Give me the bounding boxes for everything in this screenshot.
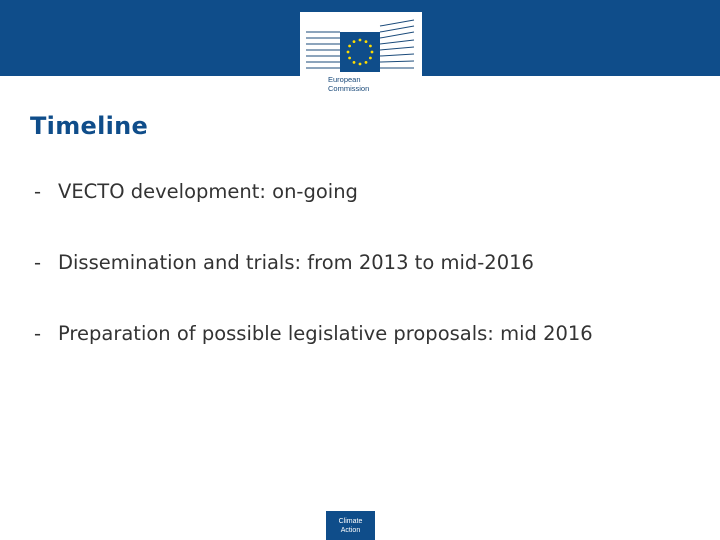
logo-wordmark: [328, 76, 369, 93]
bullet-dash: -: [34, 180, 42, 203]
badge-line-2: Action: [340, 526, 361, 534]
badge-line-1: Climate: [338, 517, 363, 525]
logo-line-2: Commission: [328, 83, 370, 93]
bullet-item-preparation: [34, 320, 694, 347]
bullet-list: [34, 178, 694, 347]
bullet-text: VECTO development: on-going: [58, 180, 358, 203]
european-commission-logo: [300, 12, 422, 102]
slide-title: Timeline: [30, 112, 149, 140]
climate-action-badge: [326, 511, 375, 540]
bullet-item-dissemination: [34, 249, 694, 276]
bullet-dash: -: [34, 251, 42, 274]
logo-line-1: European: [328, 75, 361, 84]
eu-flag: [340, 32, 380, 72]
bullet-dash: -: [34, 322, 42, 345]
bullet-item-vecto: [34, 178, 694, 205]
bullet-text: Dissemination and trials: from 2013 to mid-2016: [58, 251, 534, 274]
bullet-text: Preparation of possible legislative proposals: mid 2016: [58, 322, 593, 345]
